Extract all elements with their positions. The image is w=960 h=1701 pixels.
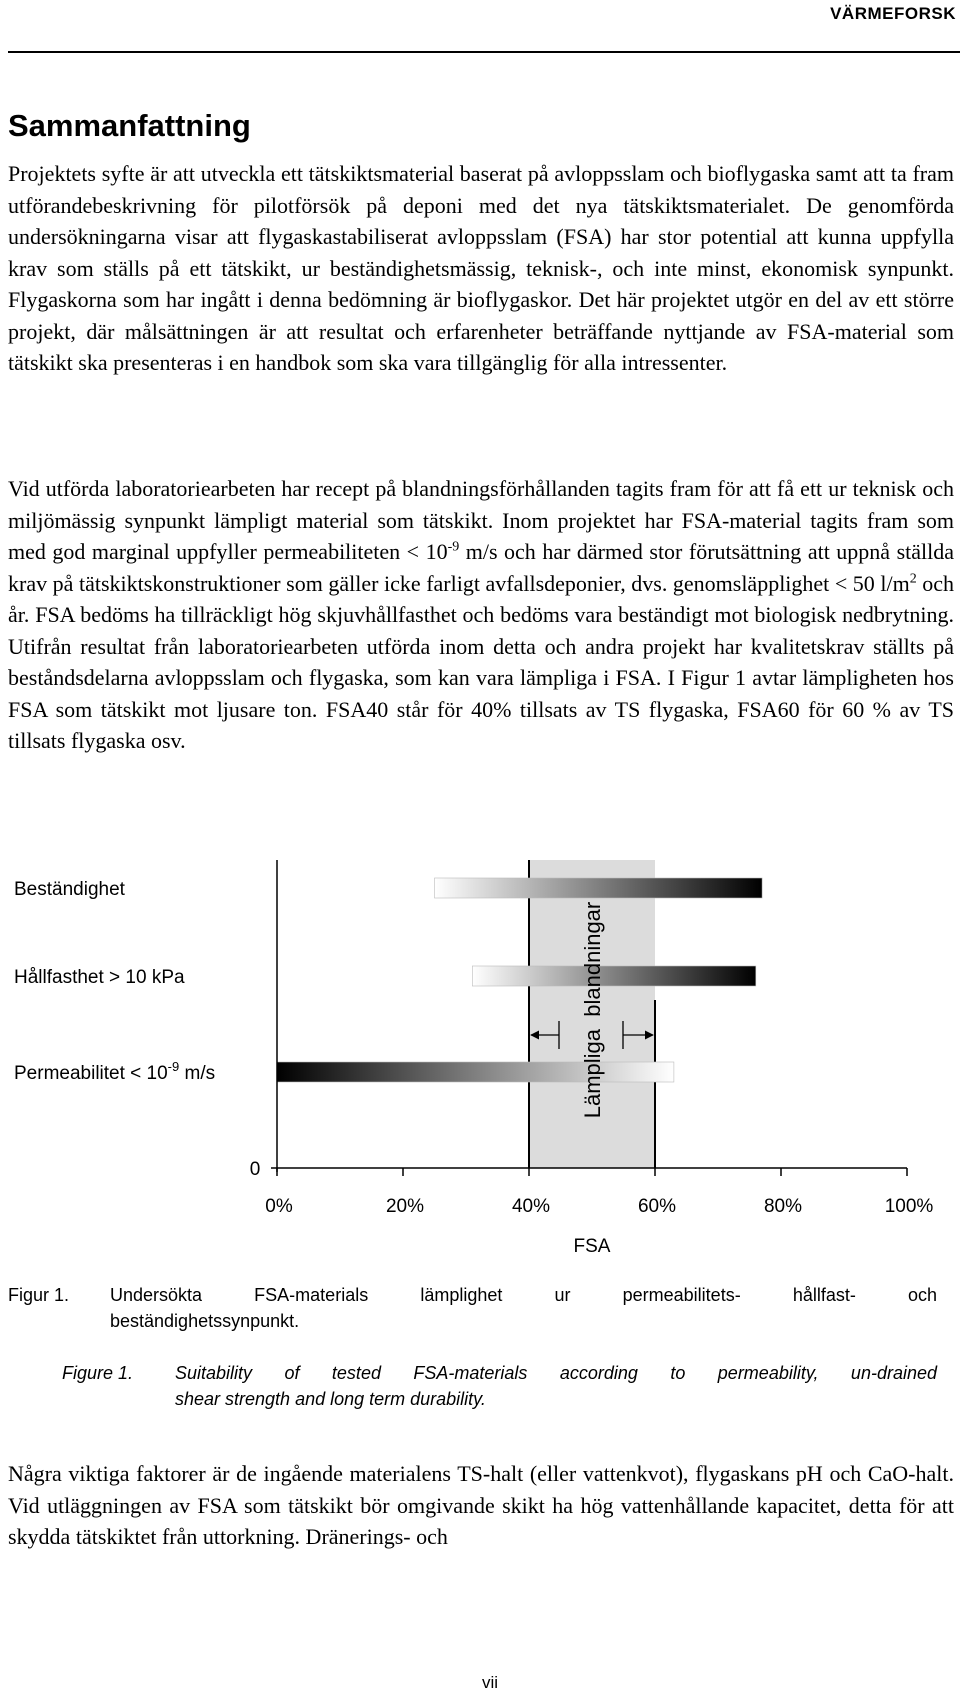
paragraph-2-part-c: och år. FSA bedöms ha tillräckligt hög skjuvhållfasthet och bedöms vara beständigt mot biologisk nedbrytning. Utifrån resultat från laboratoriearbeten utförda inom detta och andra projekt har kvalitetskrav ställts på beståndsdelarna avloppsslam och flygaska, som kan vara lämpliga i FSA. I Figur 1 avtar lämpligheten hos FSA som tätskikt mot ljusare ton. FSA40 står för 40% tillsats av TS flygaska, FSA60 för 60 % av TS tillsats flygaska osv.	[8, 570, 955, 753]
x-tick-label: 40%	[511, 1196, 551, 1217]
paragraph-2	[8, 473, 954, 757]
organization-header: VÄRMEFORSK	[830, 4, 956, 23]
paragraph-2-part-b: m/s och har därmed stor förutsättning att uppnå ställda krav på tätskiktskonstruktioner som gäller icke farligt avfallsdeponier, dvs. genomsläpplighet < 50 l/m	[8, 539, 955, 596]
paragraph-2-sup-1: -9	[447, 539, 460, 555]
x-tick-label: 100%	[884, 1196, 934, 1217]
x-tick-label: 60%	[637, 1196, 677, 1217]
paragraph-3: Några viktiga faktorer är de ingående materialens TS-halt (eller vattenkvot), flygaskans pH och CaO-halt. Vid utläggningen av FSA som tätskikt bör omgivande skikt ha hög vattenhållande kapacitet, detta för att skydda tätskiktet från uttorkning. Dränerings- och	[8, 1461, 954, 1549]
suitability-chart	[0, 850, 960, 1270]
x-tick-label: 0%	[265, 1196, 293, 1217]
x-tick-label: 80%	[763, 1196, 803, 1217]
row-label: Hållfasthet > 10 kPa	[14, 967, 185, 988]
header-divider	[8, 51, 960, 53]
row-label: Beständighet	[14, 879, 125, 900]
bar	[435, 878, 763, 898]
y-origin-label: 0	[249, 1159, 261, 1180]
caption-english-text-cont: shear strength and long term durability.	[175, 1389, 486, 1409]
bar	[277, 1062, 674, 1082]
bar	[472, 966, 756, 986]
caption-swedish-text: Undersökta FSA-materials lämplighet ur permeabilitets- hållfast- och	[110, 1285, 937, 1305]
paragraph-1: Projektets syfte är att utveckla ett tätskiktsmaterial baserat på avloppsslam och bioflygaska samt att ta fram utförandebeskrivning för pilotförsök på deponi med det nya tätskiktsmaterialet. De genomförda undersökningarna visar att flygaskastabiliserat avloppsslam (FSA) har stor potential att kunna uppfylla krav som ställs på ett tätskikt, ur beständighetsmässig, teknisk-, och inte minst, ekonomisk synpunkt. Flygaskorna som har ingått i denna bedömning är bioflygaskor. Det här projektet utgör en del av ett större projekt, där målsättningen är att resultat och erfarenheter beträffande nyttjande av FSA-material som tätskikt ska presenteras i en handbok som ska vara tillgänglig för alla intressenter.	[8, 161, 954, 375]
section-title: Sammanfattning	[8, 108, 251, 143]
x-axis-title: FSA	[573, 1236, 611, 1257]
suitable-range-label: Lämpliga blandningar	[580, 901, 605, 1119]
row-label: Permeabilitet < $10^{-9}$ m/s	[14, 1059, 216, 1084]
caption-swedish-text-cont: beständighetssynpunkt.	[110, 1311, 300, 1331]
paragraph-2-sup-2: 2	[909, 571, 917, 587]
paragraph-2-part-a: Vid utförda laboratoriearbeten har recept på blandningsförhållanden tagits fram för att få ett ur teknisk och miljömässig synpunkt lämpligt material som tätskikt. Inom projektet har FSA-material tagits fram som med god marginal uppfyller permeabiliteten < 10	[8, 476, 954, 564]
page-number: vii	[481, 1673, 499, 1692]
caption-swedish-label: Figur 1.	[8, 1285, 70, 1305]
caption-english-label: Figure 1.	[62, 1363, 134, 1383]
caption-english-text: Suitability of tested FSA-materials according to permeability, un-drained	[175, 1363, 937, 1383]
x-tick-label: 20%	[385, 1196, 425, 1217]
